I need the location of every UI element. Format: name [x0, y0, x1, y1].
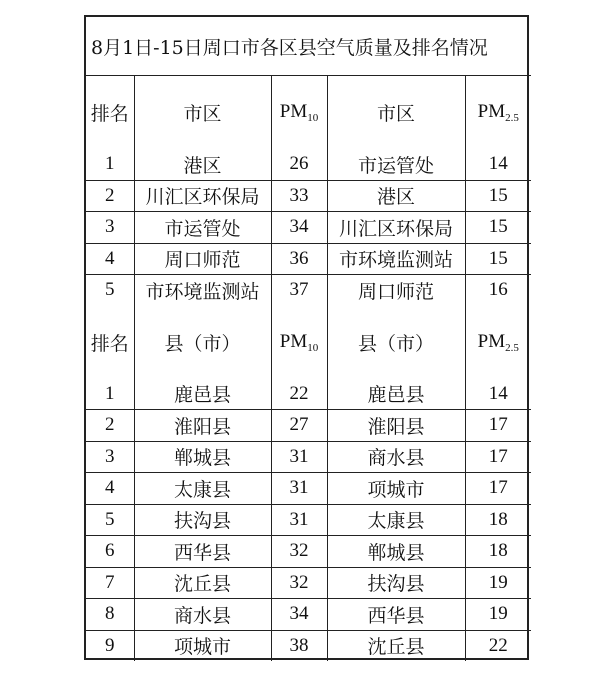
name-b-cell: 鹿邑县	[327, 379, 465, 410]
table-row	[86, 473, 531, 505]
rank-cell: 3	[86, 212, 134, 244]
name-a-cell: 项城市	[134, 630, 271, 661]
section1-header-row	[86, 76, 531, 150]
pm25-cell: 22	[465, 630, 531, 661]
pm10-cell: 36	[271, 243, 327, 275]
pm25-cell: 15	[465, 180, 531, 212]
name-b-cell: 淮阳县	[327, 410, 465, 442]
rank-cell: 6	[86, 536, 134, 568]
header-pm25: $PM_{2.5}$	[465, 76, 531, 150]
pm25-cell: 16	[465, 275, 531, 306]
name-a-cell: 郸城县	[134, 441, 271, 473]
name-b-cell: 西华县	[327, 599, 465, 631]
ranking-table	[86, 17, 531, 661]
pm25-cell: 14	[465, 149, 531, 180]
table-row	[86, 536, 531, 568]
name-b-cell: 市环境监测站	[327, 243, 465, 275]
name-b-cell: 川汇区环保局	[327, 212, 465, 244]
pm10-cell: 32	[271, 536, 327, 568]
pm10-cell: 31	[271, 441, 327, 473]
name-a-cell: 周口师范	[134, 243, 271, 275]
header-pm10: $PM_{10}$	[271, 76, 327, 150]
table-row	[86, 275, 531, 306]
name-a-cell: 港区	[134, 149, 271, 180]
name-a-cell: 淮阳县	[134, 410, 271, 442]
pm25-cell: 15	[465, 212, 531, 244]
title-row	[86, 17, 531, 76]
table-row	[86, 630, 531, 661]
section2-header-row	[86, 306, 531, 379]
rank-cell: 1	[86, 379, 134, 410]
header-rank: 排名	[86, 76, 134, 150]
name-a-cell: 扶沟县	[134, 504, 271, 536]
table-row	[86, 441, 531, 473]
table-row	[86, 599, 531, 631]
rank-cell: 7	[86, 567, 134, 599]
table-row	[86, 149, 531, 180]
header-area-b: 市区	[327, 76, 465, 150]
pm10-cell: 33	[271, 180, 327, 212]
table-title: 8月1日-15日周口市各区县空气质量及排名情况	[86, 17, 531, 76]
pm25-cell: 19	[465, 599, 531, 631]
name-b-cell: 太康县	[327, 504, 465, 536]
pm25-cell: 15	[465, 243, 531, 275]
name-b-cell: 周口师范	[327, 275, 465, 306]
name-a-cell: 川汇区环保局	[134, 180, 271, 212]
rank-cell: 9	[86, 630, 134, 661]
table-row	[86, 212, 531, 244]
name-b-cell: 项城市	[327, 473, 465, 505]
pm10-cell: 37	[271, 275, 327, 306]
name-b-cell: 沈丘县	[327, 630, 465, 661]
header-pm10: $PM_{10}$	[271, 306, 327, 379]
pm25-cell: 17	[465, 410, 531, 442]
header-pm25: $PM_{2.5}$	[465, 306, 531, 379]
pm10-cell: 34	[271, 212, 327, 244]
name-b-cell: 郸城县	[327, 536, 465, 568]
pm10-cell: 31	[271, 504, 327, 536]
name-a-cell: 沈丘县	[134, 567, 271, 599]
pm25-cell: 18	[465, 536, 531, 568]
pm10-cell: 32	[271, 567, 327, 599]
header-area-b: 县（市）	[327, 306, 465, 379]
pm25-cell: 18	[465, 504, 531, 536]
header-area-a: 县（市）	[134, 306, 271, 379]
rank-cell: 1	[86, 149, 134, 180]
rank-cell: 5	[86, 275, 134, 306]
table-row	[86, 379, 531, 410]
name-b-cell: 市运管处	[327, 149, 465, 180]
pm10-cell: 22	[271, 379, 327, 410]
name-b-cell: 港区	[327, 180, 465, 212]
name-a-cell: 市环境监测站	[134, 275, 271, 306]
table-row	[86, 504, 531, 536]
rank-cell: 2	[86, 180, 134, 212]
header-rank: 排名	[86, 306, 134, 379]
name-a-cell: 市运管处	[134, 212, 271, 244]
name-a-cell: 太康县	[134, 473, 271, 505]
pm10-cell: 27	[271, 410, 327, 442]
table-row	[86, 180, 531, 212]
pm10-cell: 38	[271, 630, 327, 661]
name-a-cell: 西华县	[134, 536, 271, 568]
table-row	[86, 567, 531, 599]
rank-cell: 4	[86, 243, 134, 275]
name-b-cell: 商水县	[327, 441, 465, 473]
pm25-cell: 17	[465, 473, 531, 505]
rank-cell: 2	[86, 410, 134, 442]
rank-cell: 5	[86, 504, 134, 536]
rank-cell: 8	[86, 599, 134, 631]
pm25-cell: 19	[465, 567, 531, 599]
name-b-cell: 扶沟县	[327, 567, 465, 599]
header-area-a: 市区	[134, 76, 271, 150]
rank-cell: 3	[86, 441, 134, 473]
pm25-cell: 14	[465, 379, 531, 410]
pm25-cell: 17	[465, 441, 531, 473]
table-row	[86, 410, 531, 442]
table-row	[86, 243, 531, 275]
name-a-cell: 商水县	[134, 599, 271, 631]
pm10-cell: 34	[271, 599, 327, 631]
name-a-cell: 鹿邑县	[134, 379, 271, 410]
pm10-cell: 31	[271, 473, 327, 505]
rank-cell: 4	[86, 473, 134, 505]
pm10-cell: 26	[271, 149, 327, 180]
air-quality-document	[84, 15, 529, 660]
